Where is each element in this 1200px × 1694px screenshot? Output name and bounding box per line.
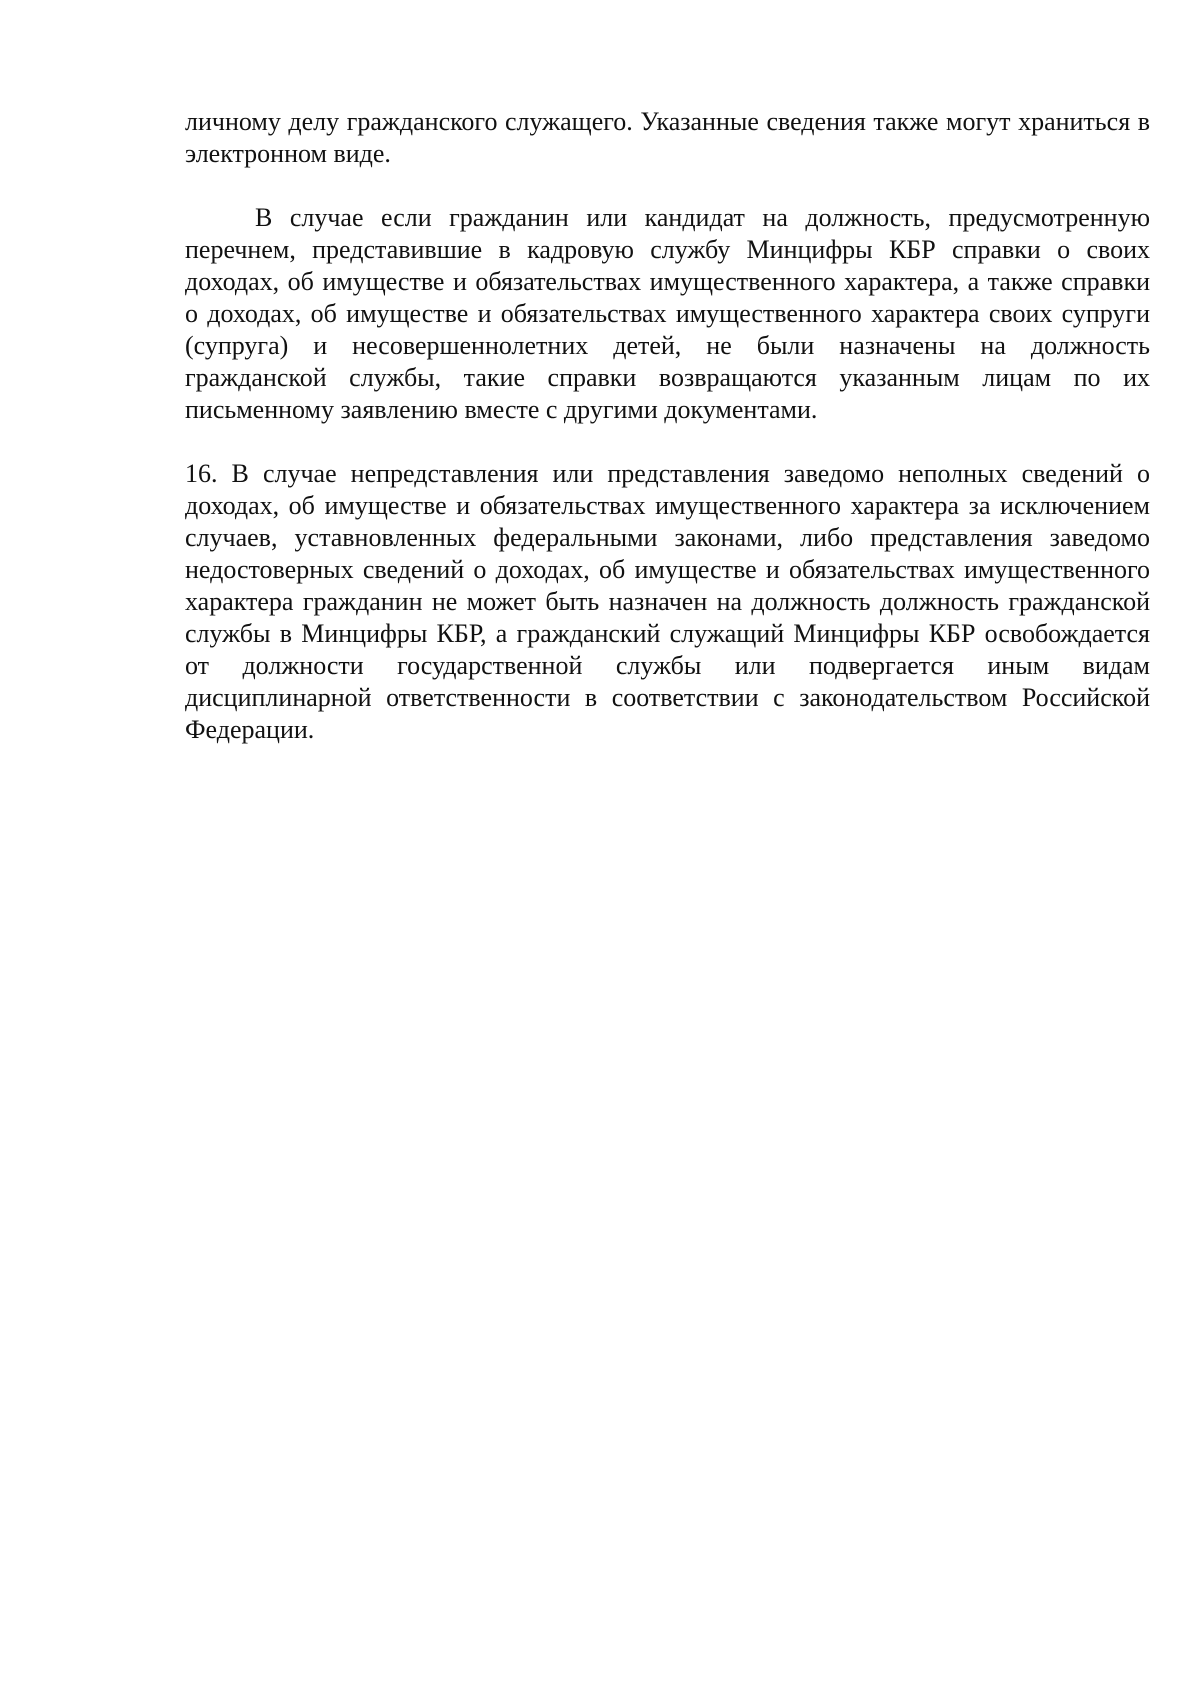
paragraph-returned-certificates: В случае если гражданин или кандидат на должность, предусмотренную перечнем, представившие в кадровую службу Минцифры КБР справки о своих доходах, об имуществе и обязательствах имущественного характера, а также справки о доходах, об имуществе и обязательствах имущественного характера своих супруги (супруга) и несовершеннолетних детей, не были назначены на должность гражданской службы, такие справки возвращаются указанным лицам по их письменному заявлению вместе с другими документами. — [185, 203, 1150, 424]
paragraph-continuation: личному делу гражданского служащего. Указанные сведения также могут храниться в электронном виде. — [185, 107, 1150, 168]
paragraph-item-16: 16. В случае непредставления или представления заведомо неполных сведений о доходах, об имуществе и обязательствах имущественного характера за исключением случаев, уставновленных федеральными законами, либо представления заведомо недостоверных сведений о доходах, об имуществе и обязательствах имущественного характера гражданин не может быть назначен на должность должность гражданской службы в Минцифры КБР, а гражданский служащий Минцифры КБР освобождается от должности государственной службы или подвергается иным видам дисциплинарной ответственности в соответствии с законодательством Российской Федерации. — [185, 459, 1150, 744]
document-body — [185, 106, 1150, 746]
